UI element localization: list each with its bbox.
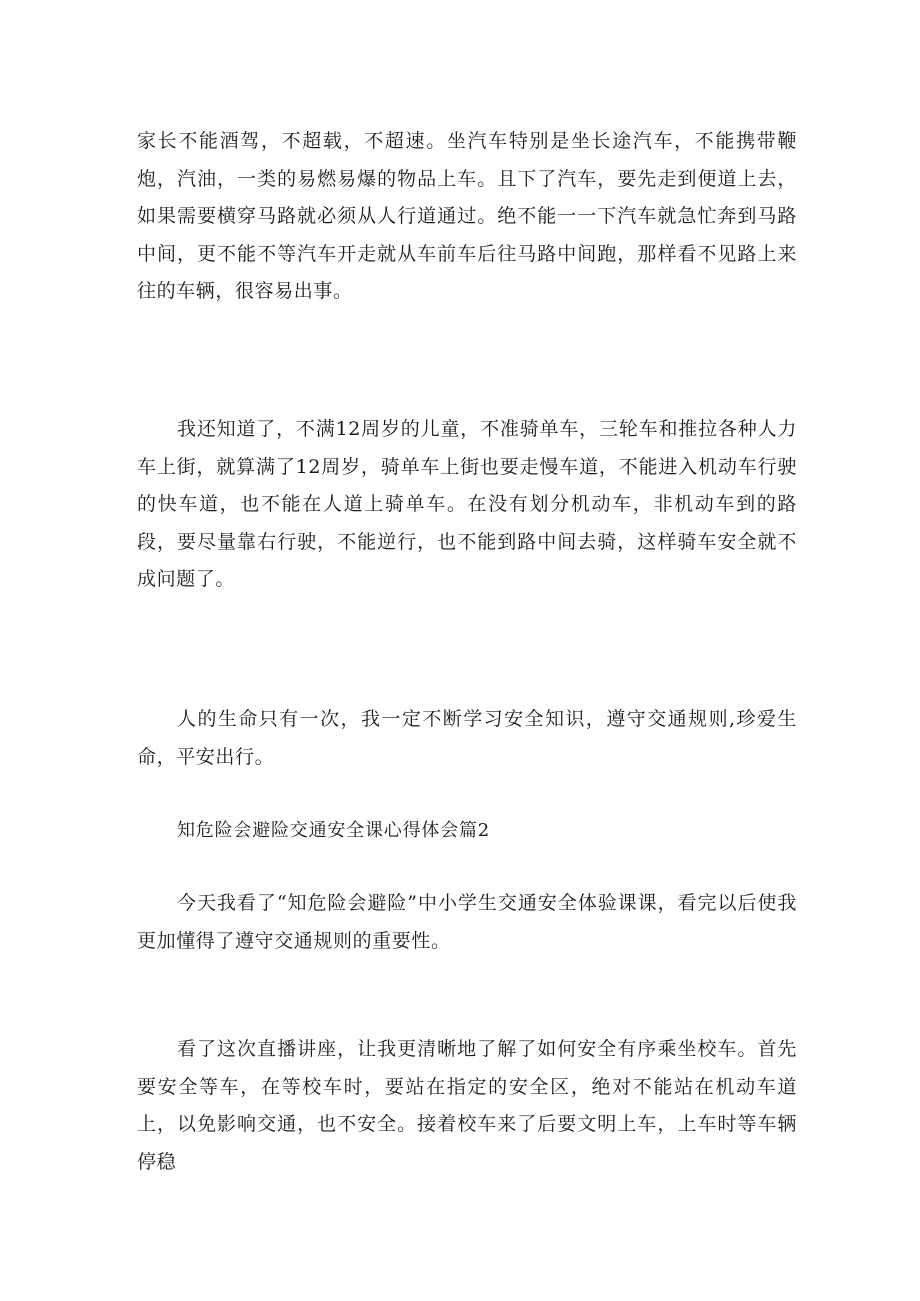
paragraph-2: 我还知道了，不满12周岁的儿童，不准骑单车，三轮车和推拉各种人力车上街，就算满了12周岁，骑单车上街也要走慢车道，不能进入机动车行驶的快车道，也不能在人道上骑单车。在没有划分机动车，非机动车到的路段，要尽量靠右行驶，不能逆行，也不能到路中间去骑，这样骑车安全就不成问题了。 (137, 418, 797, 590)
paragraph-3: 人的生命只有一次，我一定不断学习安全知识，遵守交通规则,珍爱生命，平安出行。 (137, 708, 797, 768)
paragraph-1: 家长不能酒驾，不超载，不超速。坐汽车特别是坐长途汽车，不能携带鞭炮，汽油，一类的易燃易爆的物品上车。且下了汽车，要先走到便道上去，如果需要横穿马路就必须从人行道通过。绝不能一一下汽车就急忙奔到马路中间，更不能不等汽车开走就从车前车后往马路中间跑，那样看不见路上来往的车辆，很容易出事。 (137, 130, 797, 302)
paragraph-5: 看了这次直播讲座，让我更清晰地了解了如何安全有序乘坐校车。首先要安全等车，在等校车时，要站在指定的安全区，绝对不能站在机动车道上，以免影响交通，也不安全。接着校车来了后要文明上车，上车时等车辆停稳 (137, 1038, 797, 1173)
paragraph-4: 今天我看了“知危险会避险”中小学生交通安全体验课课，看完以后使我更加懂得了遵守交通规则的重要性。 (137, 892, 797, 952)
section-heading: 知危险会避险交通安全课心得体会篇2 (177, 820, 491, 841)
